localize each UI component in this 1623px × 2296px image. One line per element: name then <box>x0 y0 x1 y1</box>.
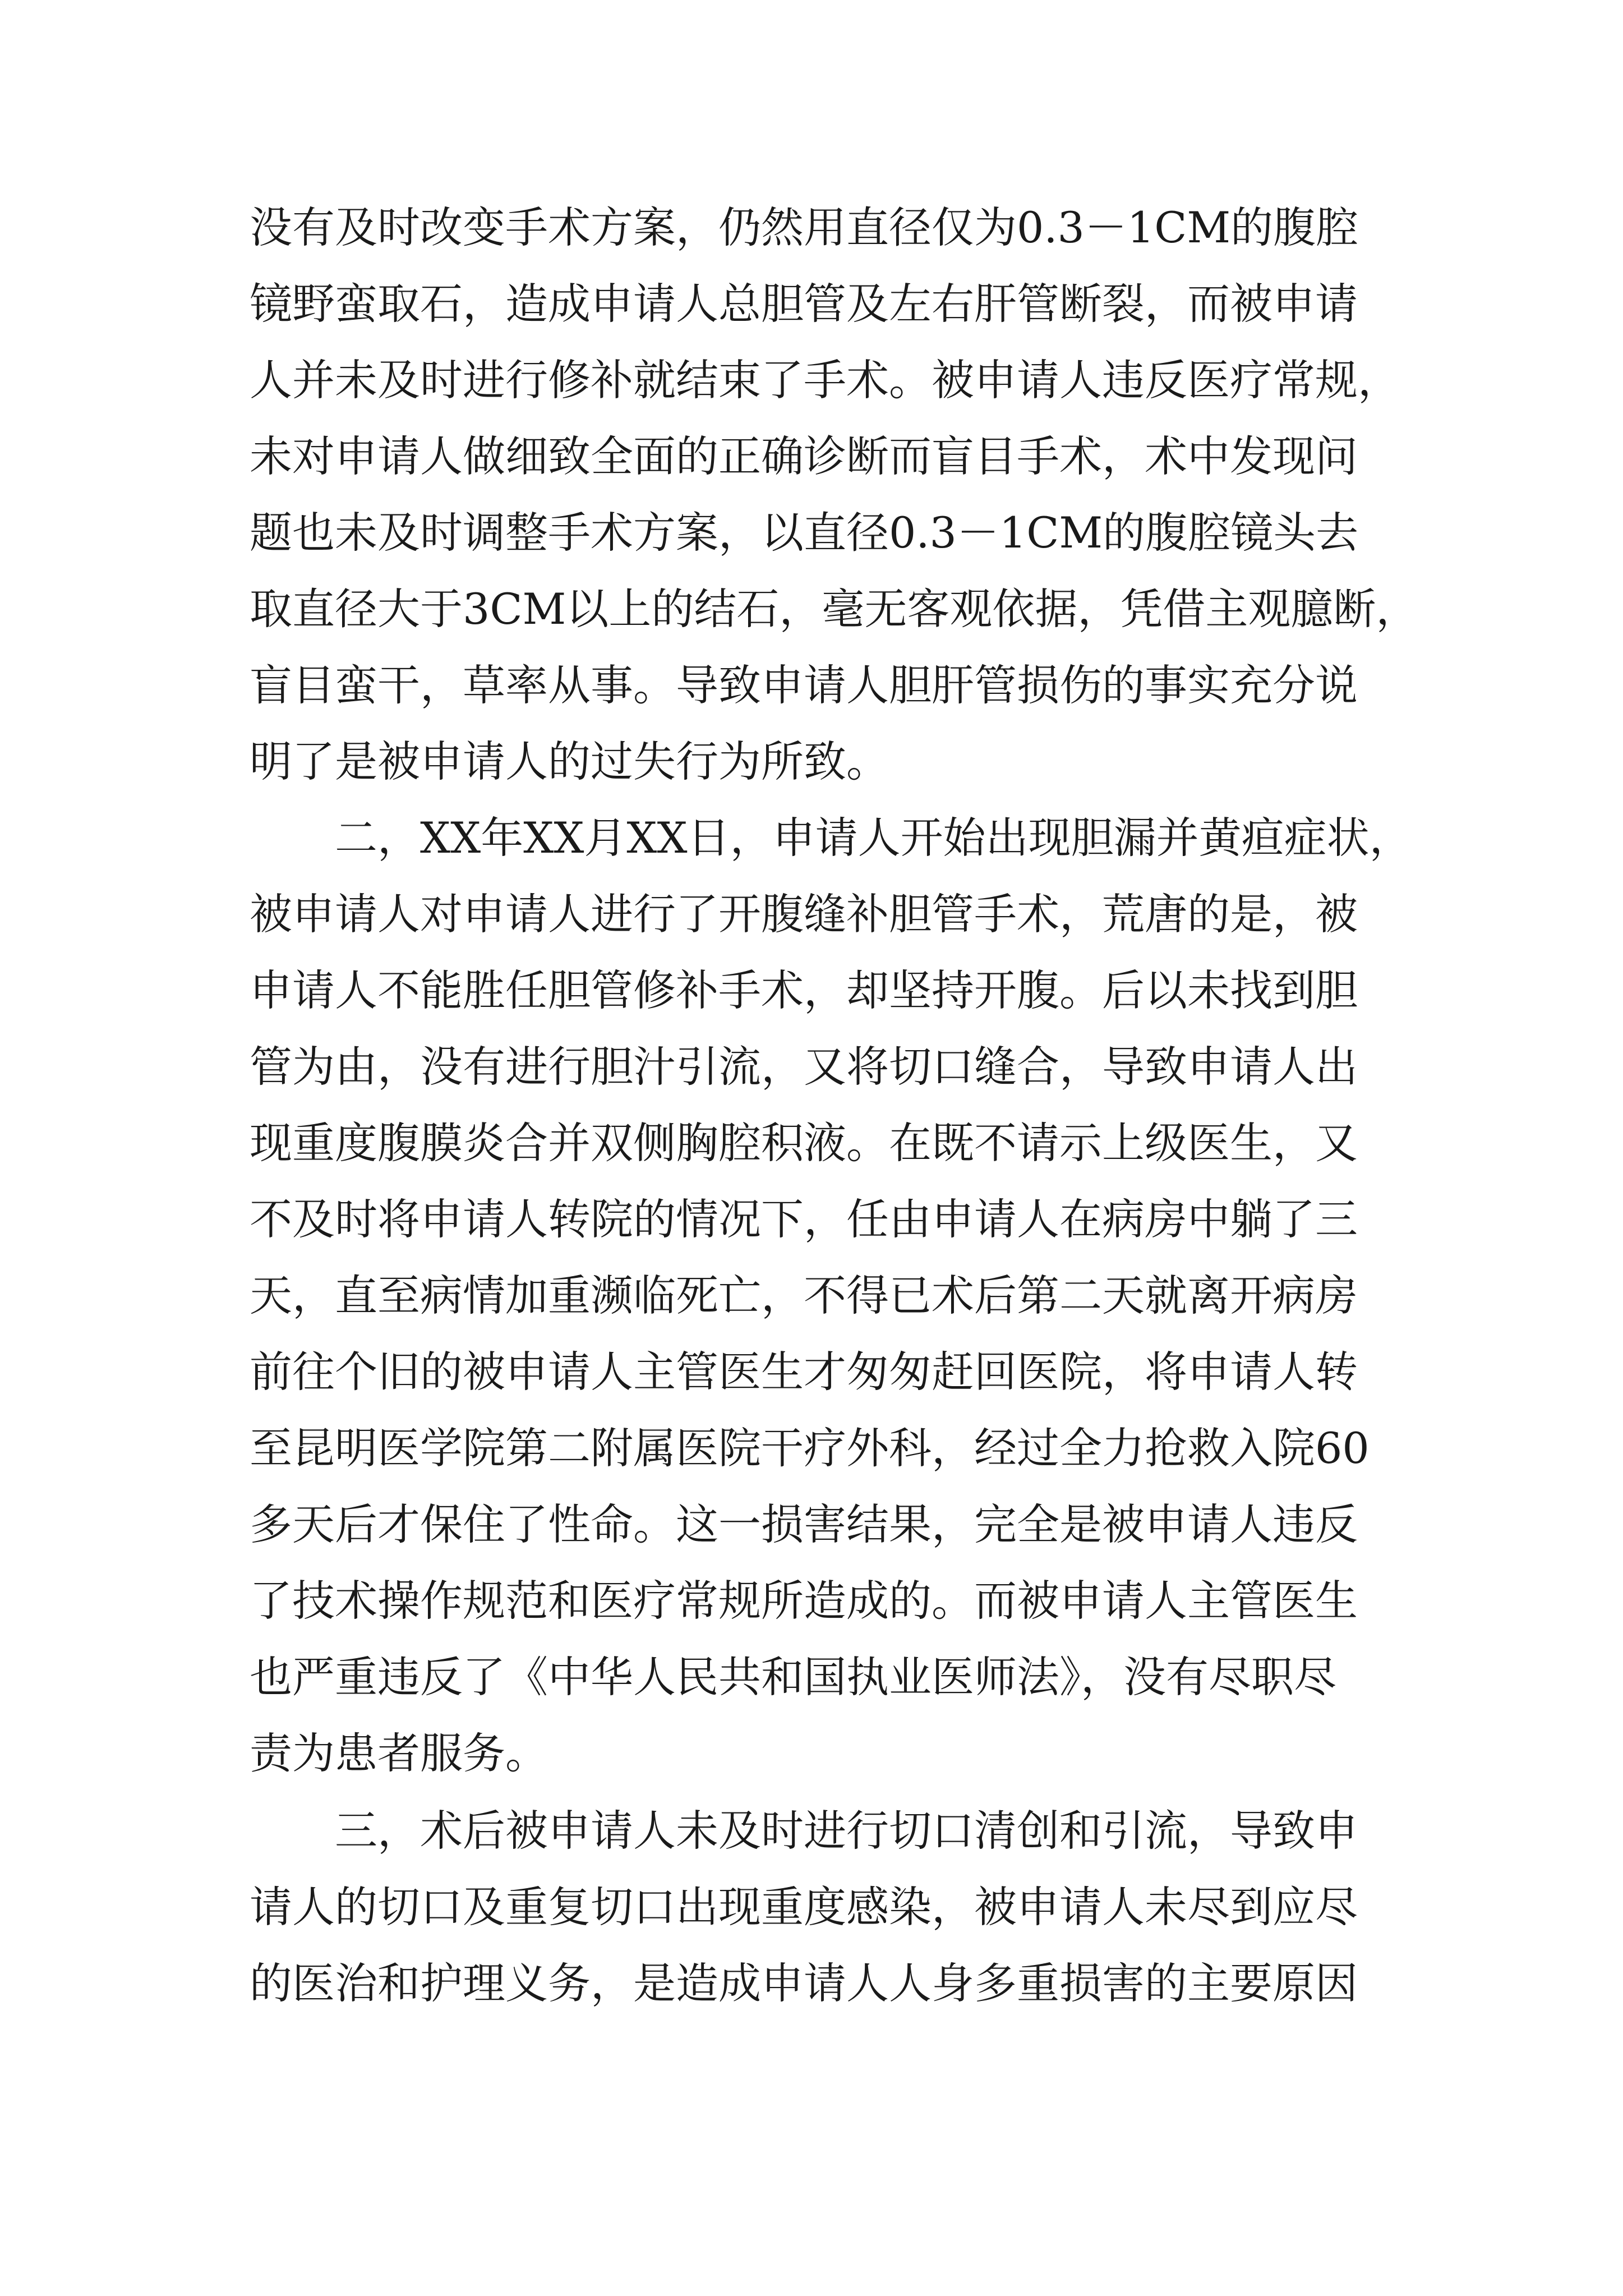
text-line: 现重度腹膜炎合并双侧胸腔积液。在既不请示上级医生，又 <box>250 1118 1358 1168</box>
text-line: 的医治和护理义务，是造成申请人人身多重损害的主要原因 <box>250 1958 1358 2008</box>
text-line: 责为患者服务。 <box>250 1728 548 1778</box>
text-line: 镜野蛮取石，造成申请人总胆管及左右肝管断裂，而被申请 <box>250 279 1358 329</box>
text-line: 人并未及时进行修补就结束了手术。被申请人违反医疗常规， <box>250 355 1400 405</box>
text-line: 未对申请人做细致全面的正确诊断而盲目手术，术中发现问 <box>250 431 1358 481</box>
text-line: 明了是被申请人的过失行为所致。 <box>250 737 889 786</box>
text-line: 申请人不能胜任胆管修补手术，却坚持开腹。后以未找到胆 <box>250 965 1358 1015</box>
text-line: 取直径大于3CM以上的结石，毫无客观依据，凭借主观臆断， <box>250 584 1419 634</box>
text-line: 天，直至病情加重濒临死亡，不得已术后第二天就离开病房 <box>250 1271 1358 1320</box>
text-line: 请人的切口及重复切口出现重度感染，被申请人未尽到应尽 <box>250 1882 1358 1932</box>
text-line: 盲目蛮干，草率从事。导致申请人胆肝管损伤的事实充分说 <box>250 660 1358 710</box>
paragraph-start-line: 三，术后被申请人未及时进行切口清创和引流，导致申 <box>335 1806 1358 1856</box>
text-line: 管为由，没有进行胆汁引流，又将切口缝合，导致申请人出 <box>250 1042 1358 1092</box>
text-line: 题也未及时调整手术方案，以直径0.3－1CM的腹腔镜头去 <box>250 508 1359 558</box>
text-line: 至昆明医学院第二附属医院干疗外科，经过全力抢救入院60 <box>250 1423 1370 1473</box>
text-line: 不及时将申请人转院的情况下，任由申请人在病房中躺了三 <box>250 1194 1358 1244</box>
text-line: 多天后才保住了性命。这一损害结果，完全是被申请人违反 <box>250 1499 1358 1549</box>
text-line: 了技术操作规范和医疗常规所造成的。而被申请人主管医生 <box>250 1576 1358 1626</box>
text-line: 也严重违反了《中华人民共和国执业医师法》，没有尽职尽 <box>250 1652 1336 1702</box>
text-line: 被申请人对申请人进行了开腹缝补胆管手术，荒唐的是，被 <box>250 889 1358 939</box>
paragraph-start-line: 二，XX年XX月XX日，申请人开始出现胆漏并黄疸症状， <box>335 813 1412 863</box>
text-line: 没有及时改变手术方案，仍然用直径仅为0.3－1CM的腹腔 <box>250 203 1359 252</box>
text-line: 前往个旧的被申请人主管医生才匆匆赶回医院，将申请人转 <box>250 1347 1358 1397</box>
